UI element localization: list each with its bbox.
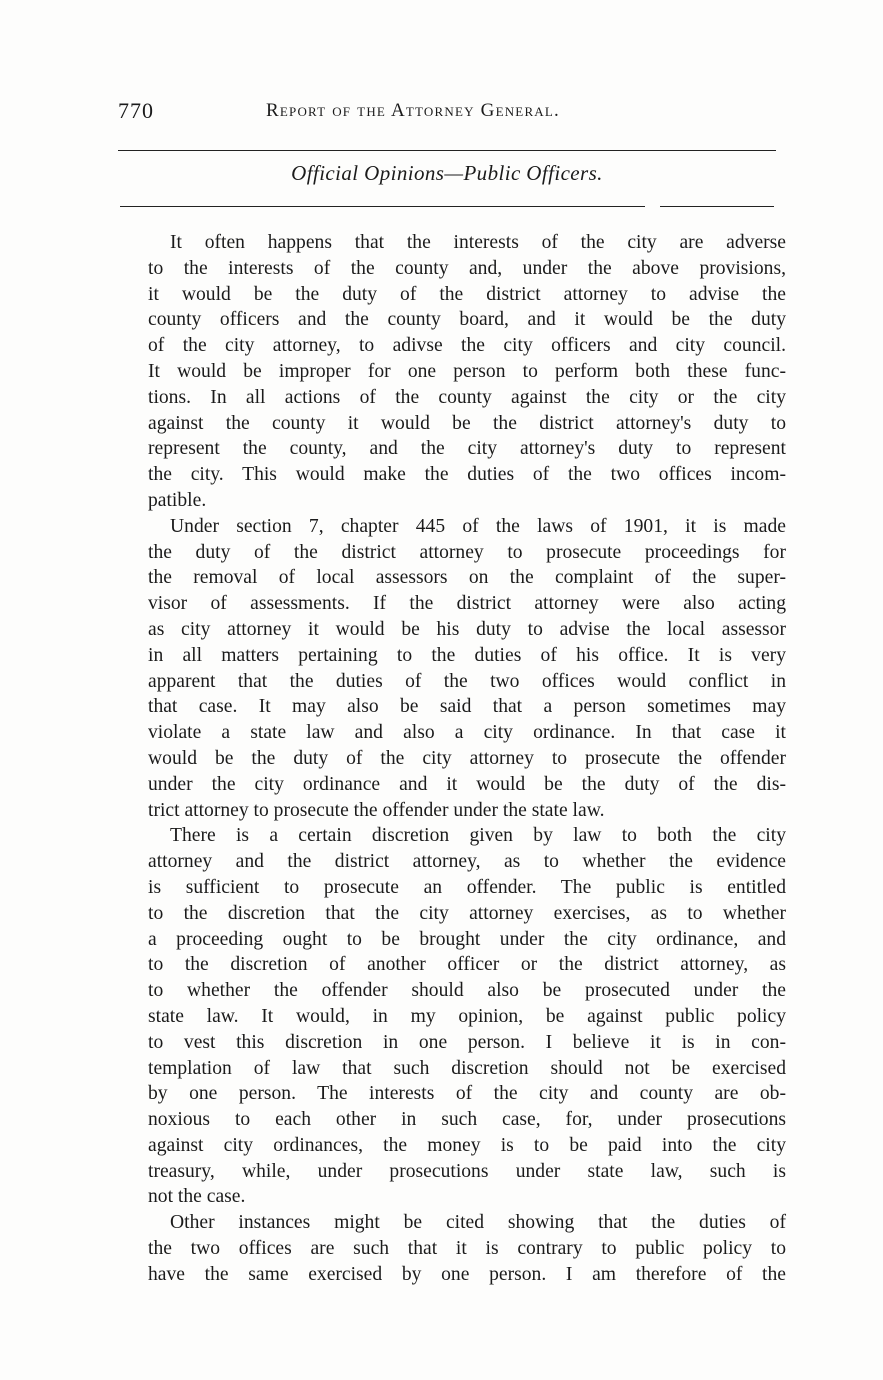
paragraph-4 xyxy=(126,1210,786,1287)
header-rule-bottom xyxy=(120,206,645,207)
text-line: represent the county, and the city attorney's duty to represent xyxy=(148,438,786,460)
text-line: the removal of local assessors on the complaint of the super- xyxy=(148,567,786,589)
text-line: under the city ordinance and it would be the duty of the dis- xyxy=(148,773,786,795)
text-line: county officers and the county board, and it would be the duty xyxy=(148,309,786,331)
text-line: treasury, while, under prosecutions under state law, such is xyxy=(148,1160,786,1182)
paragraph-2 xyxy=(126,514,786,824)
header-rule-bottom-right xyxy=(660,206,774,207)
text-line: that case. It may also be said that a person sometimes may xyxy=(148,696,786,718)
text-line: it would be the duty of the district attorney to advise the xyxy=(148,283,786,305)
text-line: apparent that the duties of the two offices would conflict in xyxy=(148,670,786,692)
text-line: to whether the offender should also be prosecuted under the xyxy=(148,980,786,1002)
text-line: against the county it would be the district attorney's duty to xyxy=(148,412,786,434)
header-rule-top xyxy=(118,150,776,151)
text-line: to vest this discretion in one person. I believe it is in con- xyxy=(148,1031,786,1053)
section-title: Official Opinions—Public Officers. xyxy=(291,161,603,185)
text-line: templation of law that such discretion should not be exercised xyxy=(148,1057,786,1079)
text-line: Other instances might be cited showing that the duties of xyxy=(170,1212,786,1234)
text-line: to the interests of the county and, under the above provisions, xyxy=(148,257,786,279)
paragraph-3 xyxy=(126,823,786,1210)
text-line: visor of assessments. If the district attorney were also acting xyxy=(148,593,786,615)
text-line: to the discretion of another officer or the district attorney, as xyxy=(148,954,786,976)
text-line: violate a state law and also a city ordinance. In that case it xyxy=(148,722,786,744)
text-line: noxious to each other in such case, for, under prosecutions xyxy=(148,1109,786,1131)
text-line: state law. It would, in my opinion, be against public policy xyxy=(148,1005,786,1027)
text-line: against city ordinances, the money is to be paid into the city xyxy=(148,1134,786,1156)
text-line: the duty of the district attorney to prosecute proceedings for xyxy=(148,541,786,563)
running-title: Report of the Attorney General. xyxy=(266,100,560,121)
text-line: patible. xyxy=(148,489,207,511)
text-line: is sufficient to prosecute an offender. The public is entitled xyxy=(148,876,786,898)
text-line: tions. In all actions of the county against the city or the city xyxy=(148,386,786,408)
text-line: in all matters pertaining to the duties of his office. It is very xyxy=(148,644,786,666)
text-line: It would be improper for one person to perform both these func- xyxy=(148,360,786,382)
text-line: the two offices are such that it is contrary to public policy to xyxy=(148,1238,786,1260)
text-line: would be the duty of the city attorney to prosecute the offender xyxy=(148,747,786,769)
running-header xyxy=(118,98,776,132)
text-line: trict attorney to prosecute the offender under the state law. xyxy=(148,799,605,821)
text-line: not the case. xyxy=(148,1186,246,1208)
body-text xyxy=(126,230,786,1288)
paragraph-1 xyxy=(126,230,786,514)
text-line: of the city attorney, to adivse the city officers and city council. xyxy=(148,335,786,357)
text-line: It often happens that the interests of the city are adverse xyxy=(170,232,786,253)
text-line: a proceeding ought to be brought under the city ordinance, and xyxy=(148,928,786,950)
text-line: There is a certain discretion given by law to both the city xyxy=(170,825,786,847)
text-line: to the discretion that the city attorney exercises, as to whether xyxy=(148,902,786,924)
text-line: have the same exercised by one person. I am therefore of the xyxy=(148,1263,786,1285)
text-line: Under section 7, chapter 445 of the laws of 1901, it is made xyxy=(170,515,786,537)
text-line: by one person. The interests of the city and county are ob- xyxy=(148,1083,786,1105)
text-line: the city. This would make the duties of the two offices incom- xyxy=(148,464,786,486)
text-line: as city attorney it would be his duty to advise the local assessor xyxy=(148,618,786,640)
text-line: attorney and the district attorney, as to whether the evidence xyxy=(148,851,786,873)
page-number: 770 xyxy=(118,98,154,123)
